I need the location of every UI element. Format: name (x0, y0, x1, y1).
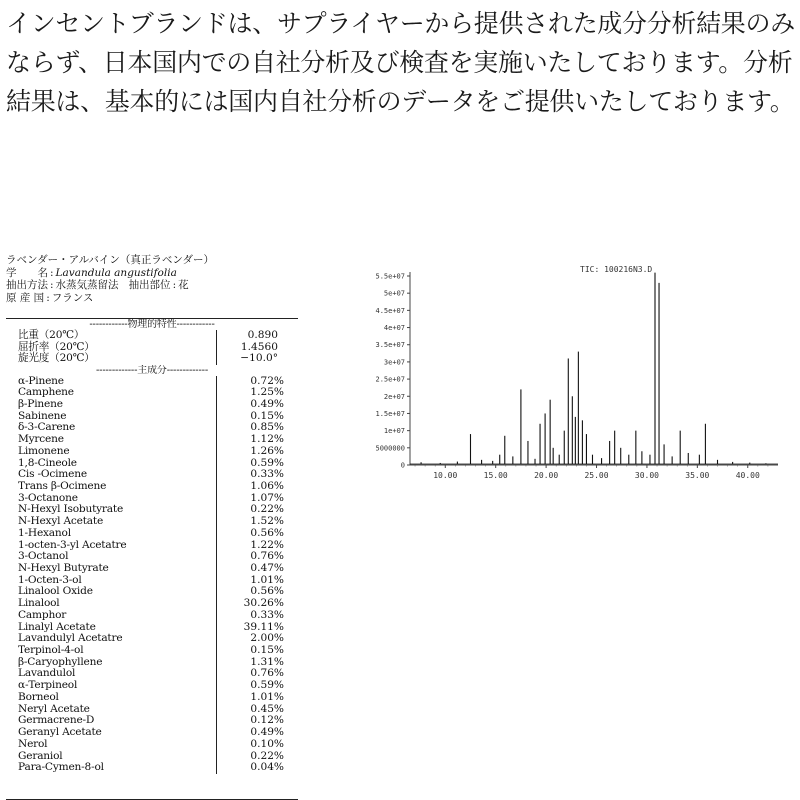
x-tick-label: 35.00 (685, 471, 710, 480)
component-value: 2.00% (250, 632, 284, 645)
component-value: 1.07% (250, 491, 284, 504)
component-name: 1-octen-3-yl Acetatre (18, 538, 127, 551)
scientific-name-label: 学 名 (6, 266, 48, 279)
property-name: 屈折率（20℃） (18, 340, 95, 353)
component-value: 39.11% (243, 620, 284, 633)
component-value: 1.12% (250, 433, 284, 446)
y-tick-label: 5.5e+07 (375, 272, 405, 281)
component-name: 1-Hexanol (18, 526, 71, 539)
component-name: N-Hexyl Acetate (18, 515, 104, 528)
extraction-part-value: 花 (178, 279, 189, 291)
x-tick-label: 40.00 (735, 471, 760, 480)
component-value: 0.49% (250, 726, 284, 739)
component-name: 3-Octanone (18, 491, 78, 504)
x-tick-label: 25.00 (584, 471, 609, 480)
y-tick-label: 3.5e+07 (375, 341, 405, 350)
physical-properties-list (6, 330, 298, 365)
y-tick-label: 4.5e+07 (375, 306, 405, 315)
component-name: N-Hexyl Isobutyrate (18, 503, 124, 516)
component-value: 0.33% (250, 468, 284, 481)
component-value: 0.59% (250, 456, 284, 469)
property-value: −10.0° (240, 352, 278, 364)
property-value: 1.4560 (240, 340, 278, 353)
component-value: 0.72% (250, 374, 284, 387)
component-row (6, 528, 298, 540)
component-row (6, 692, 298, 704)
component-value: 0.33% (250, 608, 284, 621)
analysis-table (6, 318, 298, 800)
component-value: 0.12% (250, 714, 284, 727)
y-tick-label: 3e+07 (383, 358, 405, 367)
component-value: 0.15% (250, 409, 284, 422)
y-tick-label: 5e+07 (383, 289, 405, 298)
analysis-sheet (6, 254, 306, 800)
component-value: 1.52% (250, 515, 284, 528)
component-name: δ-3-Carene (18, 421, 76, 434)
x-tick-label: 15.00 (483, 471, 508, 480)
component-name: Sabinene (18, 409, 67, 422)
property-row (6, 330, 298, 342)
property-name: 比重（20℃） (18, 329, 85, 341)
component-name: Linalyl Acetate (18, 620, 96, 633)
component-value: 0.56% (250, 585, 284, 598)
origin-row: 原 産 国 : フランス (6, 291, 94, 304)
component-value: 0.85% (250, 421, 284, 434)
component-name: β-Pinene (18, 397, 63, 410)
origin-value: フランス (51, 291, 94, 304)
chromatogram-chart (352, 262, 784, 492)
component-value: 1.22% (250, 538, 284, 551)
property-value: 0.890 (247, 329, 278, 341)
extraction-method-label: 抽出方法 (6, 279, 48, 291)
component-row (6, 446, 298, 458)
y-tick-label: 2.5e+07 (375, 375, 405, 384)
y-tick-label: 4e+07 (383, 324, 405, 333)
component-name: Linalool Oxide (18, 585, 93, 598)
component-name: 3-Octanol (18, 550, 69, 563)
component-name: Limonene (18, 444, 70, 457)
component-name: Trans β-Ocimene (18, 479, 107, 492)
component-value: 1.01% (250, 573, 284, 586)
component-name: Para-Cymen-8-ol (18, 761, 104, 774)
component-value: 0.22% (250, 749, 284, 762)
extraction-row: 抽出方法 : 水蒸気蒸留法 抽出部位 : 花 (6, 279, 189, 291)
x-tick-label: 30.00 (634, 471, 659, 480)
component-value: 0.04% (250, 761, 284, 774)
components-header: -------------主成分------------- (95, 364, 209, 376)
component-value: 0.15% (250, 644, 284, 657)
component-name: Germacrene-D (18, 714, 95, 727)
component-name: 1-Octen-3-ol (18, 573, 82, 586)
component-value: 0.49% (250, 397, 284, 410)
component-value: 0.45% (250, 702, 284, 715)
y-tick-label: 1e+07 (383, 427, 405, 436)
scientific-name-row: 学 名 : Lavandula angustifolia (6, 266, 177, 279)
component-value: 1.06% (250, 479, 284, 492)
physical-properties-header: ------------物理的特性------------ (89, 319, 215, 330)
component-name: Camphor (18, 608, 67, 621)
component-value: 1.25% (250, 386, 284, 399)
component-row (6, 563, 298, 575)
extraction-part-label: 抽出部位 (128, 279, 171, 291)
component-name: Neryl Acetate (18, 702, 90, 715)
component-name: Linalool (18, 597, 60, 610)
x-tick-label: 20.00 (534, 471, 559, 480)
component-name: Geranyl Acetate (18, 726, 102, 739)
property-row (6, 353, 298, 365)
origin-label: 原 産 国 (6, 291, 45, 304)
component-name: Myrcene (18, 433, 64, 446)
component-name: α-Pinene (18, 374, 64, 387)
component-row (6, 645, 298, 657)
product-title: ラベンダー・アルバイン（真正ラベンダー） (6, 254, 215, 266)
component-value: 1.31% (250, 655, 284, 668)
component-name: Nerol (18, 737, 48, 750)
component-value: 0.56% (250, 526, 284, 539)
extraction-method-value: 水蒸気蒸留法 (55, 279, 119, 291)
component-name: α-Terpineol (18, 679, 78, 692)
component-name: Terpinol-4-ol (18, 644, 84, 657)
component-row (6, 481, 298, 493)
component-row (6, 399, 298, 411)
component-row (6, 762, 298, 774)
component-value: 1.01% (250, 690, 284, 703)
intro-paragraph: インセントブランドは、サプライヤーから提供された成分分析結果のみならず、日本国内での自社分析及び検査を実施いたしております。分析結果は、基本的には国内自社分析のデータをご提供いたしております。 (6, 9, 795, 116)
component-value: 1.26% (250, 444, 284, 457)
component-row (6, 739, 298, 751)
component-name: Borneol (18, 690, 59, 703)
component-name: β-Caryophyllene (18, 655, 103, 668)
components-list (6, 376, 298, 774)
component-value: 0.10% (250, 737, 284, 750)
component-value: 0.59% (250, 679, 284, 692)
component-value: 30.26% (243, 597, 284, 610)
component-name: Lavandulyl Acetatre (18, 632, 123, 645)
component-value: 0.22% (250, 503, 284, 516)
component-name: Geraniol (18, 749, 63, 762)
component-row (6, 610, 298, 622)
component-value: 0.76% (250, 667, 284, 680)
component-value: 0.76% (250, 550, 284, 563)
y-tick-label: 5000000 (375, 444, 405, 453)
y-tick-label: 2e+07 (383, 392, 405, 401)
component-name: N-Hexyl Butyrate (18, 562, 109, 574)
component-name: Lavandulol (18, 667, 76, 680)
component-value: 0.47% (250, 562, 284, 574)
y-tick-label: 0 (400, 461, 405, 470)
chart-title: TIC: 100216N3.D (580, 265, 653, 274)
component-name: Camphene (18, 386, 74, 399)
component-name: Cis -Ocimene (18, 468, 87, 481)
chromatogram-svg (352, 262, 784, 492)
y-tick-label: 1.5e+07 (375, 409, 405, 418)
scientific-name-value: Lavandula angustifolia (55, 266, 177, 279)
component-name: 1,8-Cineole (18, 456, 77, 469)
property-name: 旋光度（20℃） (18, 352, 95, 364)
x-tick-label: 10.00 (433, 471, 458, 480)
